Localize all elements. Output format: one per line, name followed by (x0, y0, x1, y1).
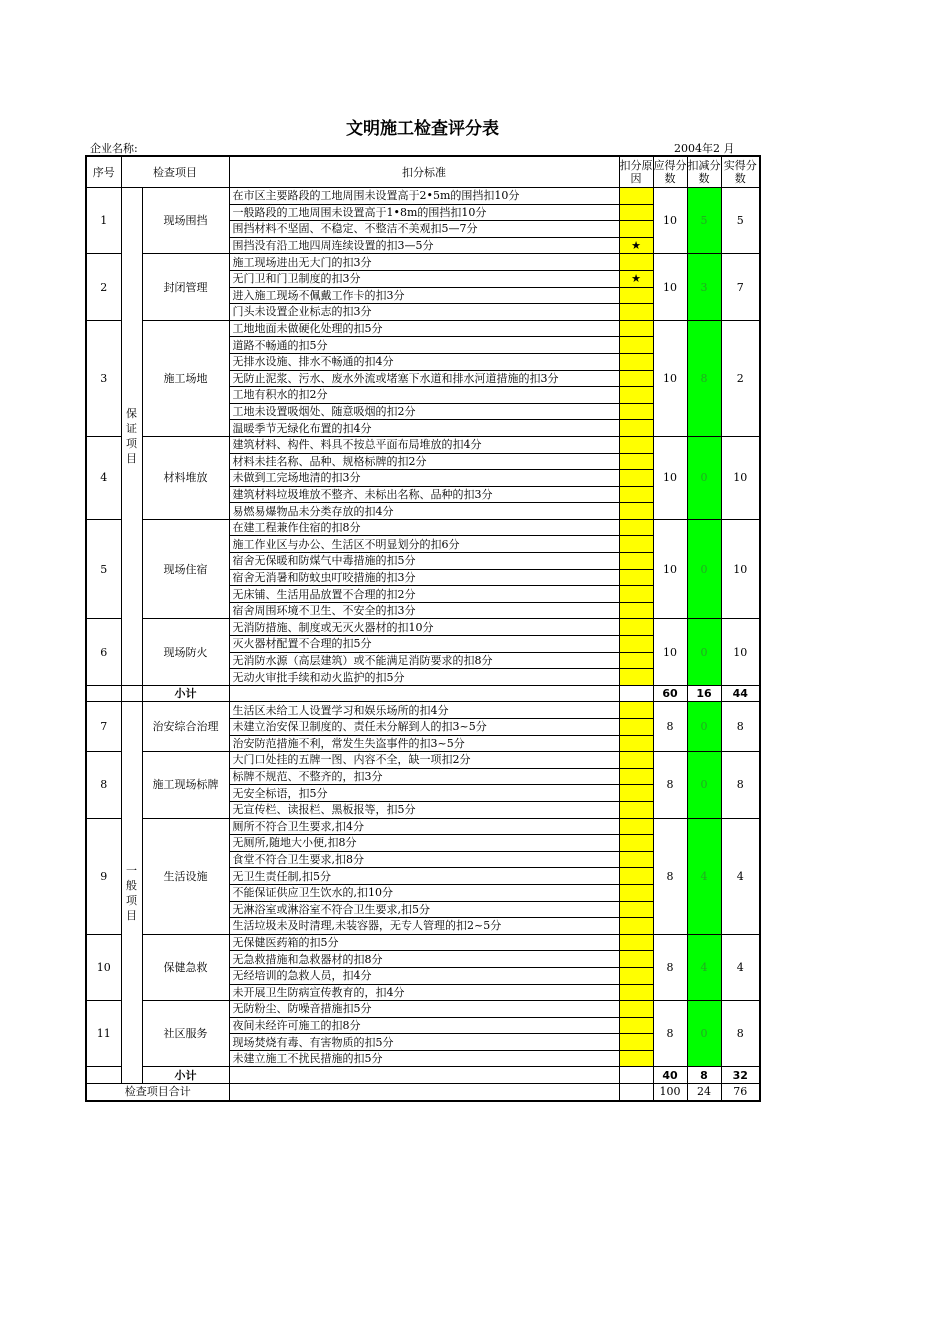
grand-total-label: 检查项目合计 (86, 1084, 229, 1101)
should-score: 10 (653, 519, 687, 619)
criteria-text: 围挡材料不坚固、不稳定、不整洁不美观扣5—7分 (229, 221, 619, 238)
criteria-row (86, 254, 760, 271)
criteria-text: 宿舍周围环境不卫生、不安全的扣3分 (229, 602, 619, 619)
criteria-row (86, 752, 760, 769)
deduction-reason-cell[interactable] (619, 719, 653, 736)
subtotal-should: 60 (653, 685, 687, 702)
criteria-text: 无淋浴室或淋浴室不符合卫生要求,扣5分 (229, 901, 619, 918)
criteria-text: 工地地面未做硬化处理的扣5分 (229, 320, 619, 337)
blank-cell (229, 1084, 619, 1101)
subtotal-row-guarantee (86, 685, 760, 702)
criteria-row (86, 818, 760, 835)
star-icon: ★ (631, 272, 641, 286)
criteria-text: 道路不畅通的扣5分 (229, 337, 619, 354)
subtotal-label: 小计 (142, 1067, 229, 1084)
deduction-reason-cell[interactable] (619, 569, 653, 586)
actual-score: 8 (721, 702, 760, 752)
deduct-score[interactable]: 4 (687, 818, 721, 934)
header-should: 应得分数 (653, 156, 687, 188)
section-number: 4 (86, 436, 121, 519)
section-number: 10 (86, 934, 121, 1000)
deduct-score[interactable]: 0 (687, 519, 721, 619)
deduction-reason-cell[interactable] (619, 752, 653, 769)
criteria-text: 无床铺、生活用品放置不合理的扣2分 (229, 586, 619, 603)
criteria-row (86, 702, 760, 719)
criteria-text: 宿舍无消暑和防蚊虫叮咬措施的扣3分 (229, 569, 619, 586)
header-reason: 扣分原因 (619, 156, 653, 188)
criteria-text: 无门卫和门卫制度的扣3分 (229, 270, 619, 287)
criteria-text: 生活区未给工人设置学习和娱乐场所的扣4分 (229, 702, 619, 719)
blank-cell (86, 685, 121, 702)
criteria-row (86, 1001, 760, 1018)
criteria-text: 无消防水源（高层建筑）或不能满足消防要求的扣8分 (229, 652, 619, 669)
company-name-label: 企业名称: (90, 142, 138, 155)
section-name: 材料堆放 (142, 436, 229, 519)
actual-score: 7 (721, 254, 760, 320)
deduction-reason-cell[interactable] (619, 735, 653, 752)
blank-cell (619, 685, 653, 702)
deduction-reason-cell[interactable] (619, 519, 653, 536)
deduction-reason-cell[interactable] (619, 287, 653, 304)
deduction-reason-cell[interactable] (619, 204, 653, 221)
deduction-reason-cell[interactable] (619, 835, 653, 852)
header-deduct: 扣减分数 (687, 156, 721, 188)
section-number: 7 (86, 702, 121, 752)
blank-cell (619, 1067, 653, 1084)
subtotal-row-general (86, 1067, 760, 1084)
deduction-reason-cell[interactable] (619, 436, 653, 453)
criteria-row (86, 619, 760, 636)
deduct-score[interactable]: 0 (687, 1001, 721, 1067)
should-score: 8 (653, 934, 687, 1000)
inspection-date: 2004年2 月 (674, 142, 735, 155)
section-name: 生活设施 (142, 818, 229, 934)
criteria-text: 施工现场进出无大门的扣3分 (229, 254, 619, 271)
criteria-text: 标牌不规范、不整齐的，扣3分 (229, 768, 619, 785)
criteria-row (86, 320, 760, 337)
should-score: 8 (653, 818, 687, 934)
criteria-text: 无防止泥浆、污水、废水外流或堵塞下水道和排水河道措施的扣3分 (229, 370, 619, 387)
criteria-text: 围挡没有沿工地四周连续设置的扣3—5分 (229, 237, 619, 254)
section-number: 1 (86, 188, 121, 254)
deduction-reason-cell[interactable] (619, 254, 653, 271)
deduction-reason-cell[interactable] (619, 868, 653, 885)
criteria-text: 温暖季节无绿化布置的扣4分 (229, 420, 619, 437)
deduction-reason-cell[interactable] (619, 818, 653, 835)
deduction-reason-cell[interactable] (619, 586, 653, 603)
criteria-text: 无卫生责任制,扣5分 (229, 868, 619, 885)
grand-total-row (86, 1084, 760, 1101)
section-number: 3 (86, 320, 121, 436)
should-score: 8 (653, 702, 687, 752)
criteria-text: 未建立施工不扰民措施的扣5分 (229, 1050, 619, 1067)
header-no: 序号 (86, 156, 121, 188)
section-number: 11 (86, 1001, 121, 1067)
criteria-row (86, 188, 760, 205)
criteria-text: 工地有积水的扣2分 (229, 387, 619, 404)
deduction-reason-cell[interactable] (619, 768, 653, 785)
deduct-score[interactable]: 0 (687, 619, 721, 685)
deduction-reason-cell[interactable] (619, 918, 653, 935)
criteria-text: 大门口处挂的五牌一图、内容不全，缺一项扣2分 (229, 752, 619, 769)
page-title: 文明施工检查评分表 (346, 119, 499, 139)
criteria-text: 无消防措施、制度或无灭火器材的扣10分 (229, 619, 619, 636)
should-score: 10 (653, 254, 687, 320)
criteria-text: 不能保证供应卫生饮水的,扣10分 (229, 884, 619, 901)
section-name: 施工场地 (142, 320, 229, 436)
section-name: 保健急救 (142, 934, 229, 1000)
criteria-text: 工地未设置吸烟处、随意吸烟的扣2分 (229, 403, 619, 420)
criteria-text: 夜间未经许可施工的扣8分 (229, 1017, 619, 1034)
criteria-text: 建筑材料、构件、料具不按总平面布局堆放的扣4分 (229, 436, 619, 453)
subtotal-should: 40 (653, 1067, 687, 1084)
deduction-reason-cell[interactable] (619, 884, 653, 901)
subtotal-actual: 32 (721, 1067, 760, 1084)
deduction-reason-cell[interactable] (619, 237, 653, 254)
actual-score: 2 (721, 320, 760, 436)
deduction-reason-cell[interactable] (619, 420, 653, 437)
deduction-reason-cell[interactable] (619, 1017, 653, 1034)
deduction-reason-cell[interactable] (619, 785, 653, 802)
section-number: 5 (86, 519, 121, 619)
deduction-reason-cell[interactable] (619, 669, 653, 686)
deduction-reason-cell[interactable] (619, 370, 653, 387)
deduction-reason-cell[interactable] (619, 188, 653, 205)
deduction-reason-cell[interactable] (619, 403, 653, 420)
criteria-text: 未做到工完场地清的扣3分 (229, 470, 619, 487)
deduct-score[interactable]: 4 (687, 934, 721, 1000)
star-icon: ★ (631, 239, 641, 253)
criteria-text: 进入施工现场不佩戴工作卡的扣3分 (229, 287, 619, 304)
deduction-reason-cell[interactable] (619, 602, 653, 619)
criteria-text: 未开展卫生防病宣传教育的，扣4分 (229, 984, 619, 1001)
category-general (121, 702, 142, 1084)
deduction-reason-cell[interactable] (619, 1050, 653, 1067)
deduct-score[interactable]: 8 (687, 320, 721, 436)
criteria-text: 灭火器材配置不合理的扣5分 (229, 636, 619, 653)
should-score: 10 (653, 619, 687, 685)
subtotal-deduct: 16 (687, 685, 721, 702)
criteria-text: 建筑材料垃圾堆放不整齐、未标出名称、品种的扣3分 (229, 486, 619, 503)
deduct-score[interactable]: 0 (687, 752, 721, 818)
deduct-score[interactable]: 5 (687, 188, 721, 254)
subtotal-deduct: 8 (687, 1067, 721, 1084)
grand-total-actual: 76 (721, 1084, 760, 1101)
deduction-reason-cell[interactable] (619, 221, 653, 238)
should-score: 10 (653, 436, 687, 519)
criteria-text: 食堂不符合卫生要求,扣8分 (229, 851, 619, 868)
deduction-reason-cell[interactable] (619, 1034, 653, 1051)
header-row (86, 156, 760, 188)
deduction-reason-cell[interactable] (619, 901, 653, 918)
header-item: 检查项目 (121, 156, 229, 188)
criteria-text: 未建立治安保卫制度的、责任未分解到人的扣3~5分 (229, 719, 619, 736)
should-score: 10 (653, 320, 687, 436)
blank-cell (619, 1084, 653, 1101)
actual-score: 4 (721, 934, 760, 1000)
category-guarantee (121, 188, 142, 686)
criteria-text: 厕所不符合卫生要求,扣4分 (229, 818, 619, 835)
section-name: 现场住宿 (142, 519, 229, 619)
deduction-reason-cell[interactable] (619, 984, 653, 1001)
actual-score: 8 (721, 752, 760, 818)
score-table (85, 155, 761, 1102)
criteria-text: 材料未挂名称、品种、规格标牌的扣2分 (229, 453, 619, 470)
section-number: 8 (86, 752, 121, 818)
section-name: 施工现场标牌 (142, 752, 229, 818)
deduction-reason-cell[interactable] (619, 453, 653, 470)
criteria-text: 在市区主要路段的工地周围未设置高于2•5m的围挡扣10分 (229, 188, 619, 205)
deduction-reason-cell[interactable] (619, 503, 653, 520)
grand-total-deduct: 24 (687, 1084, 721, 1101)
criteria-text: 无防粉尘、防噪音措施扣5分 (229, 1001, 619, 1018)
actual-score: 10 (721, 436, 760, 519)
actual-score: 10 (721, 519, 760, 619)
deduction-reason-cell[interactable] (619, 702, 653, 719)
deduction-reason-cell[interactable] (619, 652, 653, 669)
deduction-reason-cell[interactable] (619, 337, 653, 354)
criteria-row (86, 934, 760, 951)
deduction-reason-cell[interactable] (619, 304, 653, 321)
actual-score: 4 (721, 818, 760, 934)
deduction-reason-cell[interactable] (619, 636, 653, 653)
criteria-text: 在建工程兼作住宿的扣8分 (229, 519, 619, 536)
criteria-text: 生活垃圾未及时清理,未装容器，无专人管理的扣2~5分 (229, 918, 619, 935)
deduct-score[interactable]: 0 (687, 436, 721, 519)
criteria-text: 无经培训的急救人员，扣4分 (229, 967, 619, 984)
section-name: 治安综合治理 (142, 702, 229, 752)
deduction-reason-cell[interactable] (619, 934, 653, 951)
criteria-text: 易燃易爆物品未分类存放的扣4分 (229, 503, 619, 520)
deduction-reason-cell[interactable] (619, 619, 653, 636)
deduction-reason-cell[interactable] (619, 851, 653, 868)
deduction-reason-cell[interactable] (619, 320, 653, 337)
deduction-reason-cell[interactable] (619, 1001, 653, 1018)
criteria-text: 施工作业区与办公、生活区不明显划分的扣6分 (229, 536, 619, 553)
criteria-text: 宿舍无保暖和防煤气中毒措施的扣5分 (229, 553, 619, 570)
criteria-text: 无宣传栏、读报栏、黑板报等，扣5分 (229, 801, 619, 818)
deduction-reason-cell[interactable] (619, 967, 653, 984)
header-actual: 实得分数 (721, 156, 760, 188)
criteria-text: 无急救措施和急救器材的扣8分 (229, 951, 619, 968)
deduction-reason-cell[interactable] (619, 536, 653, 553)
header-criteria: 扣分标准 (229, 156, 619, 188)
should-score: 8 (653, 1001, 687, 1067)
grand-total-should: 100 (653, 1084, 687, 1101)
deduction-reason-cell[interactable] (619, 486, 653, 503)
blank-cell (229, 685, 619, 702)
deduction-reason-cell[interactable] (619, 387, 653, 404)
deduct-score[interactable]: 0 (687, 702, 721, 752)
section-name: 社区服务 (142, 1001, 229, 1067)
deduction-reason-cell[interactable] (619, 470, 653, 487)
should-score: 10 (653, 188, 687, 254)
section-number: 2 (86, 254, 121, 320)
deduction-reason-cell[interactable] (619, 801, 653, 818)
deduction-reason-cell[interactable] (619, 553, 653, 570)
category-label: 保证项目 (126, 407, 137, 466)
section-name: 现场防火 (142, 619, 229, 685)
criteria-text: 无动火审批手续和动火监护的扣5分 (229, 669, 619, 686)
section-name: 现场围挡 (142, 188, 229, 254)
should-score: 8 (653, 752, 687, 818)
criteria-row (86, 436, 760, 453)
criteria-text: 门头未设置企业标志的扣3分 (229, 304, 619, 321)
subtotal-label: 小计 (142, 685, 229, 702)
actual-score: 8 (721, 1001, 760, 1067)
subtotal-actual: 44 (721, 685, 760, 702)
section-number: 9 (86, 818, 121, 934)
blank-cell (86, 1067, 121, 1084)
deduction-reason-cell[interactable] (619, 353, 653, 370)
criteria-text: 治安防范措施不利，常发生失盗事件的扣3~5分 (229, 735, 619, 752)
criteria-text: 现场焚烧有毒、有害物质的扣5分 (229, 1034, 619, 1051)
criteria-row (86, 519, 760, 536)
criteria-text: 一般路段的工地周围未设置高于1•8m的围挡扣10分 (229, 204, 619, 221)
criteria-text: 无保健医药箱的扣5分 (229, 934, 619, 951)
deduct-score[interactable]: 3 (687, 254, 721, 320)
blank-cell (229, 1067, 619, 1084)
section-name: 封闭管理 (142, 254, 229, 320)
criteria-text: 无安全标语，扣5分 (229, 785, 619, 802)
section-number: 6 (86, 619, 121, 685)
blank-cell (121, 685, 142, 702)
actual-score: 10 (721, 619, 760, 685)
category-label: 一般项目 (126, 863, 137, 922)
criteria-text: 无厕所,随地大小便,扣8分 (229, 835, 619, 852)
deduction-reason-cell[interactable] (619, 951, 653, 968)
criteria-text: 无排水设施、排水不畅通的扣4分 (229, 353, 619, 370)
actual-score: 5 (721, 188, 760, 254)
deduction-reason-cell[interactable] (619, 270, 653, 287)
